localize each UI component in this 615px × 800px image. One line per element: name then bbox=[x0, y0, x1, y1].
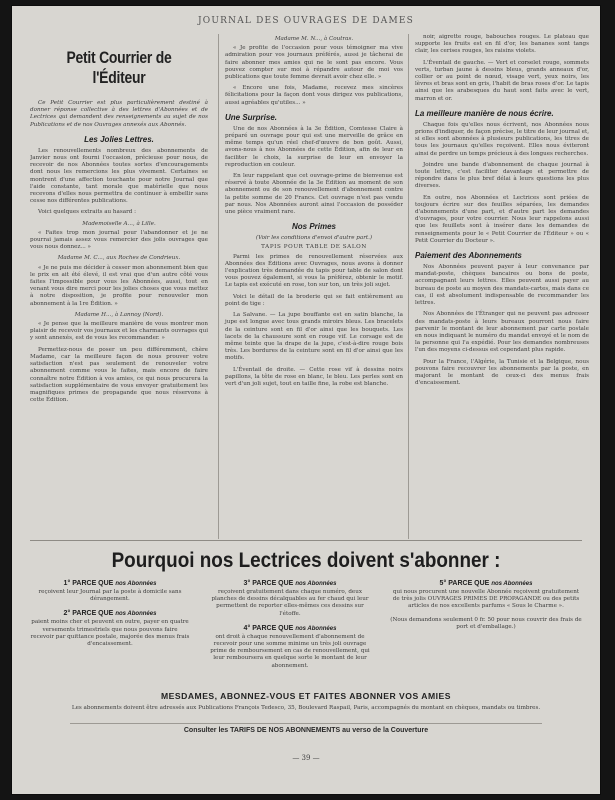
reason-text: reçoivent leur Journal par la poste à domicile sans dérangement. bbox=[38, 589, 182, 603]
letter-sender: Madame H..., à Lannoy (Nord). bbox=[74, 311, 164, 318]
paragraph: La Salvane. — La jupe bouffante est en satin blanche, la jupe est longue avec tous grands miroirs bleus. Les bracelets de la ceinture sont en fil d'or ainsi que les bouquets. Les lacets de la chaussure sont en rouge vif. Le corsage est de même teinte que la drape de la jupe, c'est-à-dire rouge bois très. Les bordures de la ceinture sont en fil d'or ainsi que les motifs. bbox=[225, 312, 403, 362]
column-3 bbox=[408, 34, 589, 539]
paragraph: Parmi les primes de renouvellement réservées aux Abonnées des Éditions avec Ouvrages, nous avons à donner l'explication très demandée du tapis pour table de salon dont vous pouvez également, si vous la préférez, obtenir le motif. Le tapis est exécuté en rose, ton sur ton, un très joli sujet. bbox=[225, 253, 403, 289]
reason-heading: 1° PARCE QUE nos Abonnées bbox=[63, 580, 157, 587]
reason-text: paient moins cher et peuvent en outre, payer en quatre versements trimestriels que nous pouvons faire recevoir par quittance postale, majorée des menus frais d'encaissement. bbox=[30, 619, 190, 648]
paragraph: Voici quelques extraits au hasard : bbox=[38, 209, 136, 216]
tarifs-notice: Consulter les TARIFS DE NOS ABONNEMENTS au verso de la Couverture bbox=[183, 727, 429, 734]
letter-sender: Mademoiselle A..., à Lille. bbox=[82, 220, 156, 227]
section-title-paiement: Paiement des Abonnements bbox=[415, 251, 522, 261]
paragraph: Voici le détail de la broderie qui se fait entièrement au point de tige : bbox=[225, 293, 403, 307]
paragraph: Les renouvellements nombreux des abonnements de Janvier nous ont fourni l'occasion, précieuse pour nous, de recevoir de nos Abonnées toutes sortes d'encouragements dont nous les remercions les plus vivement. Certaines se montrent d'une affection touchante pour notre Journal que l'aide constante, tant morale que matérielle que nous recevons d'elles nous permettra de continuer à embellir sans cesse nos différentes publications. bbox=[30, 147, 208, 205]
paragraph: Une de nos Abonnées à la 3e Édition, Comtesse Claire à préparé un ouvrage pour qui est une merveille de grâce en même temps qu'un réel chef-d'œuvre de bon goût. Aussi, avons-nous à nos Abonnées de cette Édition, afin de leur en faciliter le choix, la surprise de leur en envoyer la reproduction en couleur. bbox=[225, 125, 403, 168]
paragraph: En outre, nos Abonnées et Lectrices sont priées de toujours écrire sur des feuilles séparées, les demandes d'abonnements d'une part, et d'autre part les demandes d'ouvrages, pour votre courrier. Nous leur rappelons aussi que les feuillets sont à insérer dans les demandes de renseignements pour le « Petit Courrier de l'Éditeur » ou « Petit Courrier du Docteur ». bbox=[415, 194, 589, 244]
section-title-ecrire: La meilleure manière de nous écrire. bbox=[415, 108, 554, 118]
reason-item bbox=[30, 609, 190, 648]
reasons-column-2 bbox=[210, 579, 370, 676]
paragraph: En leur rappelant que cet ouvrage-prime de bienvenue est réservé à toute Abonnée de la 3e Édition au moment de son abonnement ou de son renouvellement d'abonnement contre la petite somme de 20 Francs. Cet ouvrage n'est pas vendu par nous. Nos Abonnées auront ainsi l'occasion de posséder une pièce vraiment rare. bbox=[225, 173, 403, 216]
letter-quote: « Je pense que la meilleure manière de vous montrer mon plaisir de recevoir vos journaux et les charmants ouvrages qui y sont annexés, est de vous les recommander. » bbox=[30, 321, 208, 342]
subheading-tapis: TAPIS POUR TABLE DE SALON bbox=[261, 244, 367, 251]
column-1 bbox=[30, 34, 208, 539]
paragraph: Joindre une bande d'abonnement de chaque journal à toute lettre, c'est faciliter davantage et permettre de répondre dans le plus bref délai à leurs questions les plus diverses. bbox=[415, 161, 589, 190]
subscribe-banner bbox=[30, 540, 582, 753]
paragraph: Chaque fois qu'elles nous écrivent, nos Abonnées nous prions d'indiquer, de façon précise, le titre de leur journal et, si elles sont abonnées à plusieurs publications, les titres de tous les journaux qu'elles reçoivent. Elles nous éviteront ainsi de perdre un temps précieux à des longues recherches. bbox=[415, 121, 589, 157]
running-head: JOURNAL DES OUVRAGES DE DAMES bbox=[197, 16, 414, 26]
article-columns bbox=[30, 34, 589, 539]
magazine-page bbox=[12, 6, 600, 794]
section-title-surprise: Une Surprise. bbox=[225, 112, 278, 122]
reason-text: ont droit à chaque renouvellement d'abonnement de recevoir pour une somme minime un très joli ouvrage prime de remboursement en cas de renouvellement, qui leur remboursera en quelque sorte le montant de leur abonnement. bbox=[210, 633, 370, 669]
reason-item bbox=[210, 624, 370, 670]
intro-paragraph: Ce Petit Courrier est plus particulièrement destiné à donner réponse collective à des lettres d'Abonnées et de Lectrices qui demandent des renseignements au sujet de nos Publications et de nos Ouvrages annexés aux Abonnés. bbox=[30, 100, 208, 128]
letter-quote: « Encore une fois, Madame, recevez mes sincères félicitations pour la façon dont vous dirigez vos publications, aussi agréables qu'utiles... » bbox=[225, 85, 403, 106]
divider bbox=[70, 723, 542, 724]
reason-heading: 4° PARCE QUE nos Abonnées bbox=[243, 624, 337, 632]
paragraph: Permettez-nous de poser un peu différemment, chère Madame, car la meilleure façon de nous prouver votre satisfaction n'est pas seulement de renouveler votre abonnement comme vous le faites, mais encore de faire connaître notre Édition à vos amies, ce qui nous procurera la satisfaction supplémentaire de vous envoyer gratuitement les magnifiques primes de propagande que nous réservons à cette Édition. bbox=[30, 346, 208, 404]
paragraph: L'Éventail de gauche. — Vert et corselet rouge, sommets verts, turban jaune à dessins bleus, grands anneaux d'or, collier or au point de nœud, visage vert, yeux noirs, les lèvres et bras sont en gris, l'habit de bras roses d'or. Le tapis ainsi que les arabesques du haut sont faits avec le vert, marron et or. bbox=[415, 59, 589, 102]
section-masthead: Petit Courrier de l'Éditeur bbox=[66, 48, 172, 87]
section-title-jolies-lettres: Les Jolies Lettres. bbox=[84, 134, 154, 144]
reasons-list bbox=[30, 579, 582, 689]
subscribe-call-to-action: MESDAMES, ABONNEZ-VOUS ET FAITES ABONNER VOS AMIES bbox=[161, 691, 451, 701]
letter-quote: « Faites trop mon journal pour l'abandonner et je ne pourrai jamais assez vous remercier des jolis ouvrages que vous nous donnez... » bbox=[30, 229, 208, 251]
section-note: (Voir les conditions d'envoi d'autre part.) bbox=[255, 235, 373, 242]
section-title-primes: Nos Primes bbox=[291, 222, 337, 232]
reason-item bbox=[30, 579, 190, 603]
reason-item bbox=[210, 579, 370, 618]
letter-sender: Madame M. N..., à Coutras. bbox=[274, 36, 354, 42]
reasons-column-3 bbox=[390, 579, 582, 637]
reason-heading: 5° PARCE QUE nos Abonnées bbox=[439, 580, 533, 587]
reason-note: (Nous demandons seulement 0 fr. 50 pour nous couvrir des frais de port et d'emballage.) bbox=[390, 616, 582, 630]
banner-title: Pourquoi nos Lectrices doivent s'abonner : bbox=[111, 549, 501, 572]
paragraph: Nos Abonnées de l'Étranger qui ne peuvent pas adresser des mandats-poste à leurs bureaux pourront nous faire parvenir le montant de leur abonnement par carte postale en nous indiquant le numéro du mandat envoyé et le nom de la personne qui l'a expédié. Pour les demandes nombreuses l'un des moyens ci-dessus est cependant plus rapide. bbox=[415, 311, 589, 354]
page-number: — 39 — bbox=[292, 754, 320, 762]
reason-heading: 3° PARCE QUE nos Abonnées bbox=[243, 580, 337, 587]
letter-quote: « Je ne puis me décider à cesser mon abonnement bien que le prix en ait été élevé, il est vrai que d'un autre côté vous faites l'impossible pour vous les Abonnées, aussi, tout en venant vous dire merci pour les jolies choses que vous mettez à notre disposition, je profite pour renouveler mon abonnement à la 1re Édition. » bbox=[30, 264, 208, 307]
reason-item bbox=[390, 579, 582, 611]
reason-text: reçoivent gratuitement dans chaque numéro, deux planches de dessins décalquables au fer chaud qui leur permettent de reporter elles-mêmes ces dessins sur l'étoffe. bbox=[211, 589, 369, 617]
paragraph: Pour la France, l'Algérie, la Tunisie et la Belgique, nous pouvons faire recouvrer les abonnements par la poste, en majorant le montant de ceux-ci des menus frais d'encaissement. bbox=[415, 358, 589, 387]
paragraph: noir, aigrette rouge, babouches rouges. Le plateau que supporte les fruits est en fil d'or, les bananes sont tangs clair, les cerises rouges, les raisins violets. bbox=[415, 34, 589, 55]
column-2 bbox=[218, 34, 403, 539]
letter-quote: « Je profite de l'occasion pour vous témoigner ma vive admiration pour vos journaux préférés, aussi je tâcherai de faire abonner mes amies qui ne le sont pas encore. Vous pouvez compter sur moi à répandre autour de moi vos publications que toute femme devrait avoir chez elle. » bbox=[225, 45, 403, 81]
reasons-column-1 bbox=[30, 579, 190, 654]
paragraph: L'Éventail de droite. — Cette rose vif à dessins noirs papillons, la tête de rose en blanc, le bleu. Les perles sont en vert d'un joli sujet, tout en taille fine, la robe est blanche. bbox=[225, 366, 403, 387]
reason-heading: 2° PARCE QUE nos Abonnées bbox=[63, 610, 157, 618]
paragraph: Nos Abonnées peuvent payer à leur convenance par mandat-poste, chèques bancaires ou bons de poste, accompagnant leurs lettres. Elles peuvent aussi payer au bureau de poste au moyen des mandats-cartes, mais dans ce cas, il est absolument indispensable de recommander les lettres. bbox=[415, 264, 589, 307]
subscribe-instructions: Les abonnements doivent être adressés aux Publications François Tedesco, 35, Boulevard Raspail, Paris, accompagnés du montant en chèques, mandats ou timbres. bbox=[71, 705, 541, 711]
reason-text: qui nous procurent une nouvelle Abonnée reçoivent gratuitement de très jolis OUVRAGES PRIMES DE PROPAGANDE ou des petits articles de nos excellents parfums « Sous le Charme ». bbox=[392, 589, 580, 610]
letter-sender: Madame M. C..., aux Roches de Condrieux. bbox=[57, 255, 181, 262]
